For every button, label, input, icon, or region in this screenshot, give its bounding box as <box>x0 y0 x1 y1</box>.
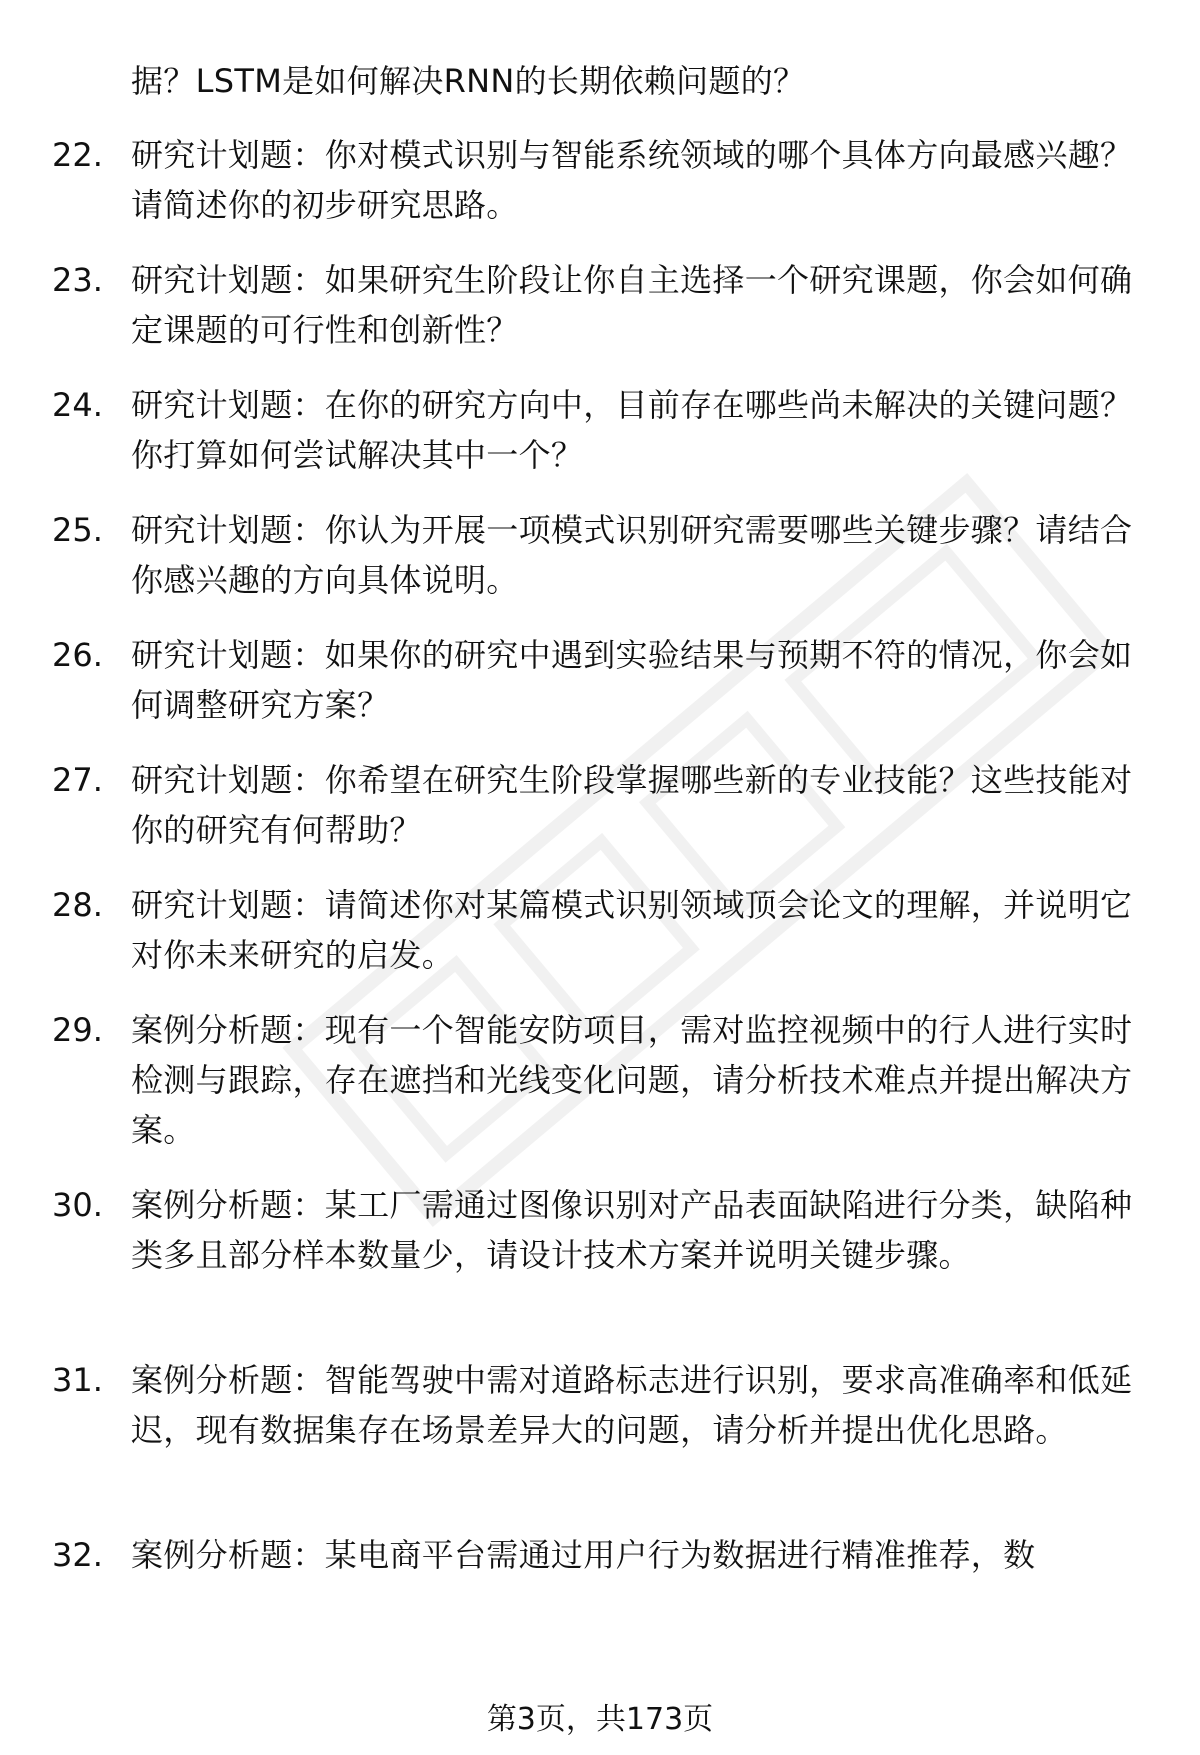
question-number: 30. <box>52 1186 103 1224</box>
question-number: 32. <box>52 1536 103 1574</box>
question-number: 27. <box>52 761 103 799</box>
question-number: 26. <box>52 636 103 674</box>
question-text: 案例分析题：现有一个智能安防项目，需对监控视频中的行人进行实时检测与跟踪，存在遮挡和光线变化问题，请分析技术难点并提出解决方案。 <box>131 1011 1133 1149</box>
question-text: 研究计划题：你认为开展一项模式识别研究需要哪些关键步骤？请结合你感兴趣的方向具体说明。 <box>131 511 1133 599</box>
question-number: 31. <box>52 1361 103 1399</box>
question-number: 23. <box>52 261 103 299</box>
question-text: 案例分析题：某电商平台需通过用户行为数据进行精准推荐，数 <box>131 1536 1036 1574</box>
question-text: 案例分析题：某工厂需通过图像识别对产品表面缺陷进行分类，缺陷种类多且部分样本数量少，请设计技术方案并说明关键步骤。 <box>131 1186 1133 1274</box>
question-number: 28. <box>52 886 103 924</box>
question-text: 研究计划题：在你的研究方向中，目前存在哪些尚未解决的关键问题？你打算如何尝试解决其中一个？ <box>131 386 1133 474</box>
question-text: 研究计划题：如果研究生阶段让你自主选择一个研究课题，你会如何确定课题的可行性和创新性？ <box>131 261 1133 349</box>
question-number: 22. <box>52 136 103 174</box>
question-text: 研究计划题：你对模式识别与智能系统领域的哪个具体方向最感兴趣？请简述你的初步研究思路。 <box>131 136 1133 224</box>
question-text: 研究计划题：你希望在研究生阶段掌握哪些新的专业技能？这些技能对你的研究有何帮助？ <box>131 761 1133 849</box>
question-text: 研究计划题：请简述你对某篇模式识别领域顶会论文的理解，并说明它对你未来研究的启发。 <box>131 886 1133 974</box>
question-text: 研究计划题：如果你的研究中遇到实验结果与预期不符的情况，你会如何调整研究方案？ <box>131 636 1133 724</box>
question-text: 案例分析题：智能驾驶中需对道路标志进行识别，要求高准确率和低延迟，现有数据集存在场景差异大的问题，请分析并提出优化思路。 <box>131 1361 1133 1449</box>
question-number: 24. <box>52 386 103 424</box>
continuation-text: 据？LSTM是如何解决RNN的长期依赖问题的？ <box>131 62 806 100</box>
page-footer: 第3页，共173页 <box>486 1702 714 1737</box>
question-number: 29. <box>52 1011 103 1049</box>
question-number: 25. <box>52 511 103 549</box>
